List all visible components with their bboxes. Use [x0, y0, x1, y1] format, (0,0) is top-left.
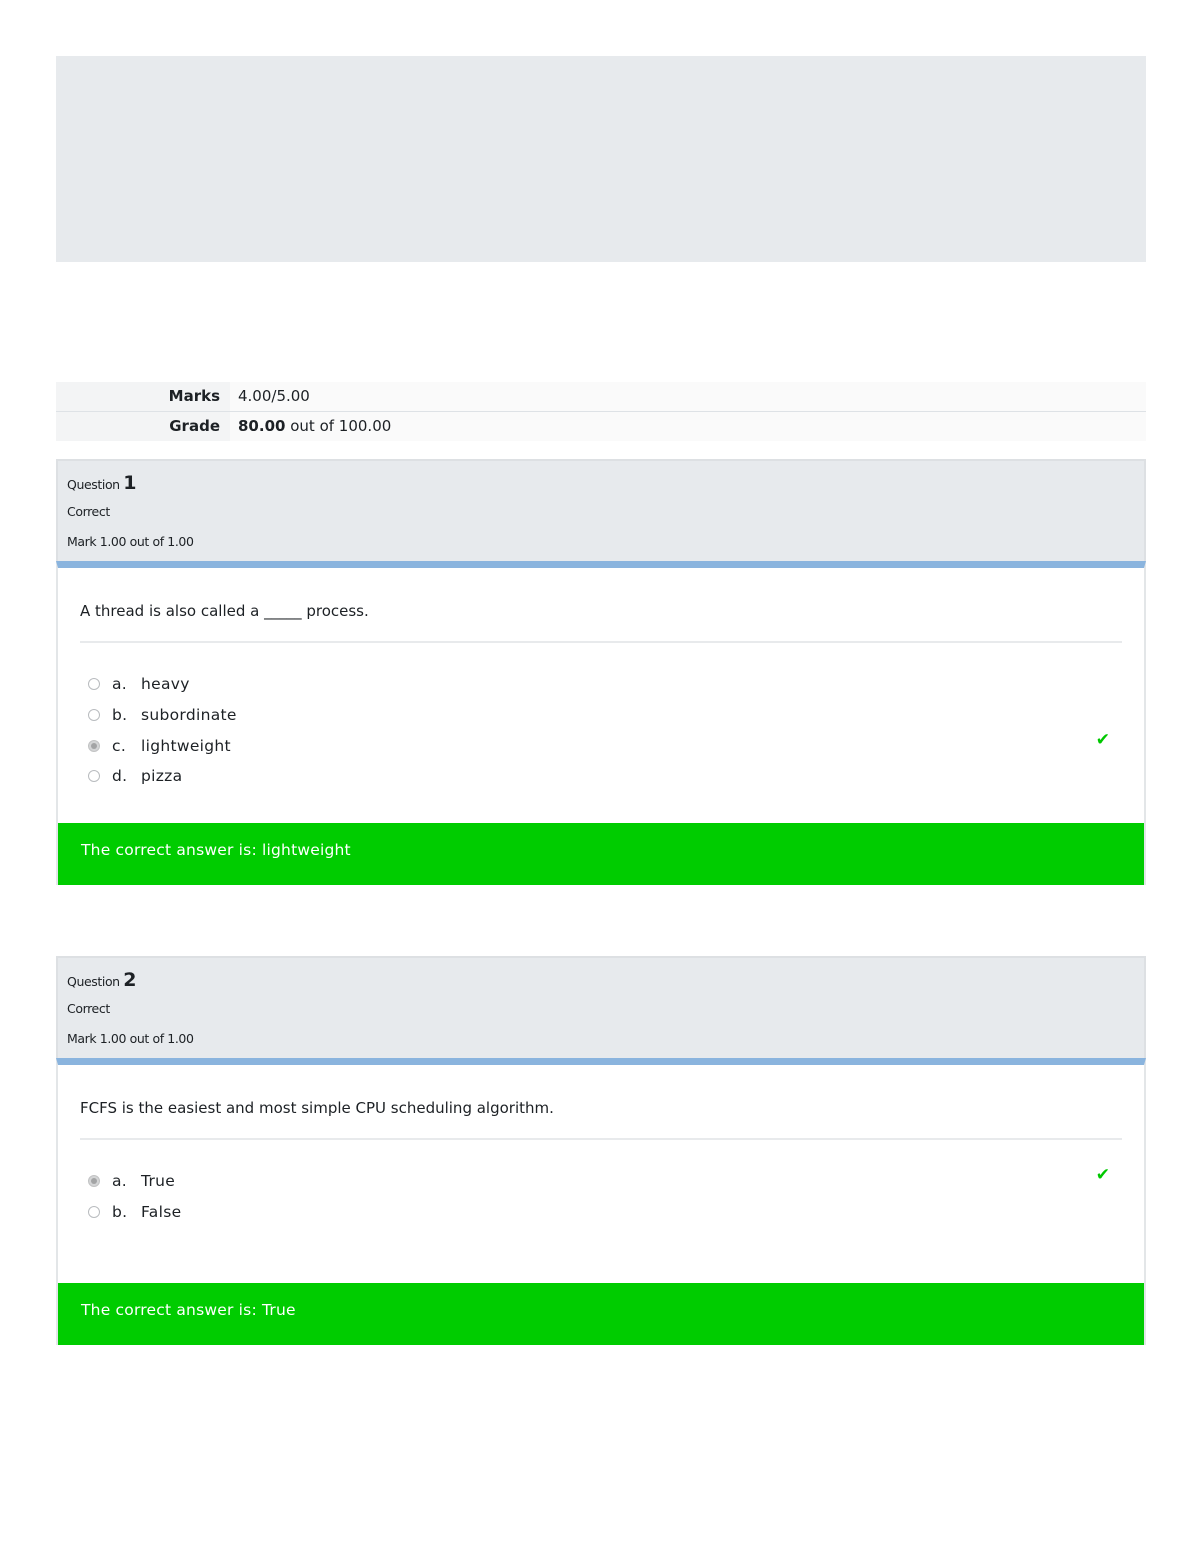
question-content — [56, 561, 1146, 885]
feedback-correct-answer: The correct answer is: True — [58, 1283, 1144, 1345]
question-text: A thread is also called a _____ process. — [80, 568, 1122, 643]
question-number: 1 — [123, 472, 137, 494]
grade-score: 80.00 — [238, 417, 286, 435]
answer-text: heavy — [141, 675, 190, 694]
marks-row — [56, 382, 1146, 412]
answer-text: False — [141, 1203, 182, 1222]
question-1 — [56, 459, 1146, 885]
grade-row — [56, 412, 1146, 441]
question-content — [56, 1058, 1146, 1345]
question-number: 2 — [123, 969, 137, 991]
radio-icon[interactable] — [88, 678, 100, 690]
feedback-correct-answer: The correct answer is: lightweight — [58, 823, 1144, 885]
answer-letter: b. — [112, 706, 128, 725]
marks-value: 4.00/5.00 — [230, 382, 1146, 411]
answer-text: subordinate — [141, 706, 237, 725]
answer-option-b[interactable] — [88, 1197, 1144, 1228]
question-state: Correct — [67, 1001, 110, 1016]
answer-option-c[interactable] — [88, 730, 1144, 761]
radio-icon[interactable] — [88, 709, 100, 721]
answer-option-a[interactable] — [88, 1166, 1144, 1197]
question-info — [56, 459, 1146, 561]
question-prefix: Question — [67, 974, 120, 989]
answer-letter: a. — [112, 1172, 128, 1191]
check-icon: ✔ — [1095, 730, 1110, 750]
answer-option-a[interactable] — [88, 669, 1144, 700]
question-info — [56, 956, 1146, 1058]
top-banner — [56, 56, 1146, 262]
radio-icon[interactable] — [88, 770, 100, 782]
radio-icon[interactable] — [88, 1175, 100, 1187]
answer-letter: a. — [112, 675, 128, 694]
answer-option-b[interactable] — [88, 700, 1144, 731]
attempt-summary-table — [56, 382, 1146, 441]
radio-icon[interactable] — [88, 1206, 100, 1218]
question-text: FCFS is the easiest and most simple CPU scheduling algorithm. — [80, 1065, 1122, 1140]
question-state: Correct — [67, 504, 110, 519]
answer-letter: d. — [112, 767, 128, 786]
question-grade: Mark 1.00 out of 1.00 — [67, 534, 194, 549]
grade-value — [230, 412, 1146, 441]
radio-icon[interactable] — [88, 740, 100, 752]
question-2 — [56, 956, 1146, 1345]
marks-label: Marks — [56, 382, 230, 411]
question-prefix: Question — [67, 477, 120, 492]
answer-text: True — [141, 1172, 176, 1191]
question-grade: Mark 1.00 out of 1.00 — [67, 1031, 194, 1046]
answer-text: pizza — [141, 767, 183, 786]
answer-letter: b. — [112, 1203, 128, 1222]
answer-letter: c. — [112, 736, 127, 755]
check-icon: ✔ — [1095, 1165, 1110, 1185]
answer-list — [58, 1140, 1144, 1283]
answer-text: lightweight — [141, 736, 231, 755]
grade-out-of: out of 100.00 — [290, 417, 392, 435]
answer-list — [58, 643, 1144, 823]
answer-option-d[interactable] — [88, 761, 1144, 792]
grade-label: Grade — [56, 412, 230, 441]
